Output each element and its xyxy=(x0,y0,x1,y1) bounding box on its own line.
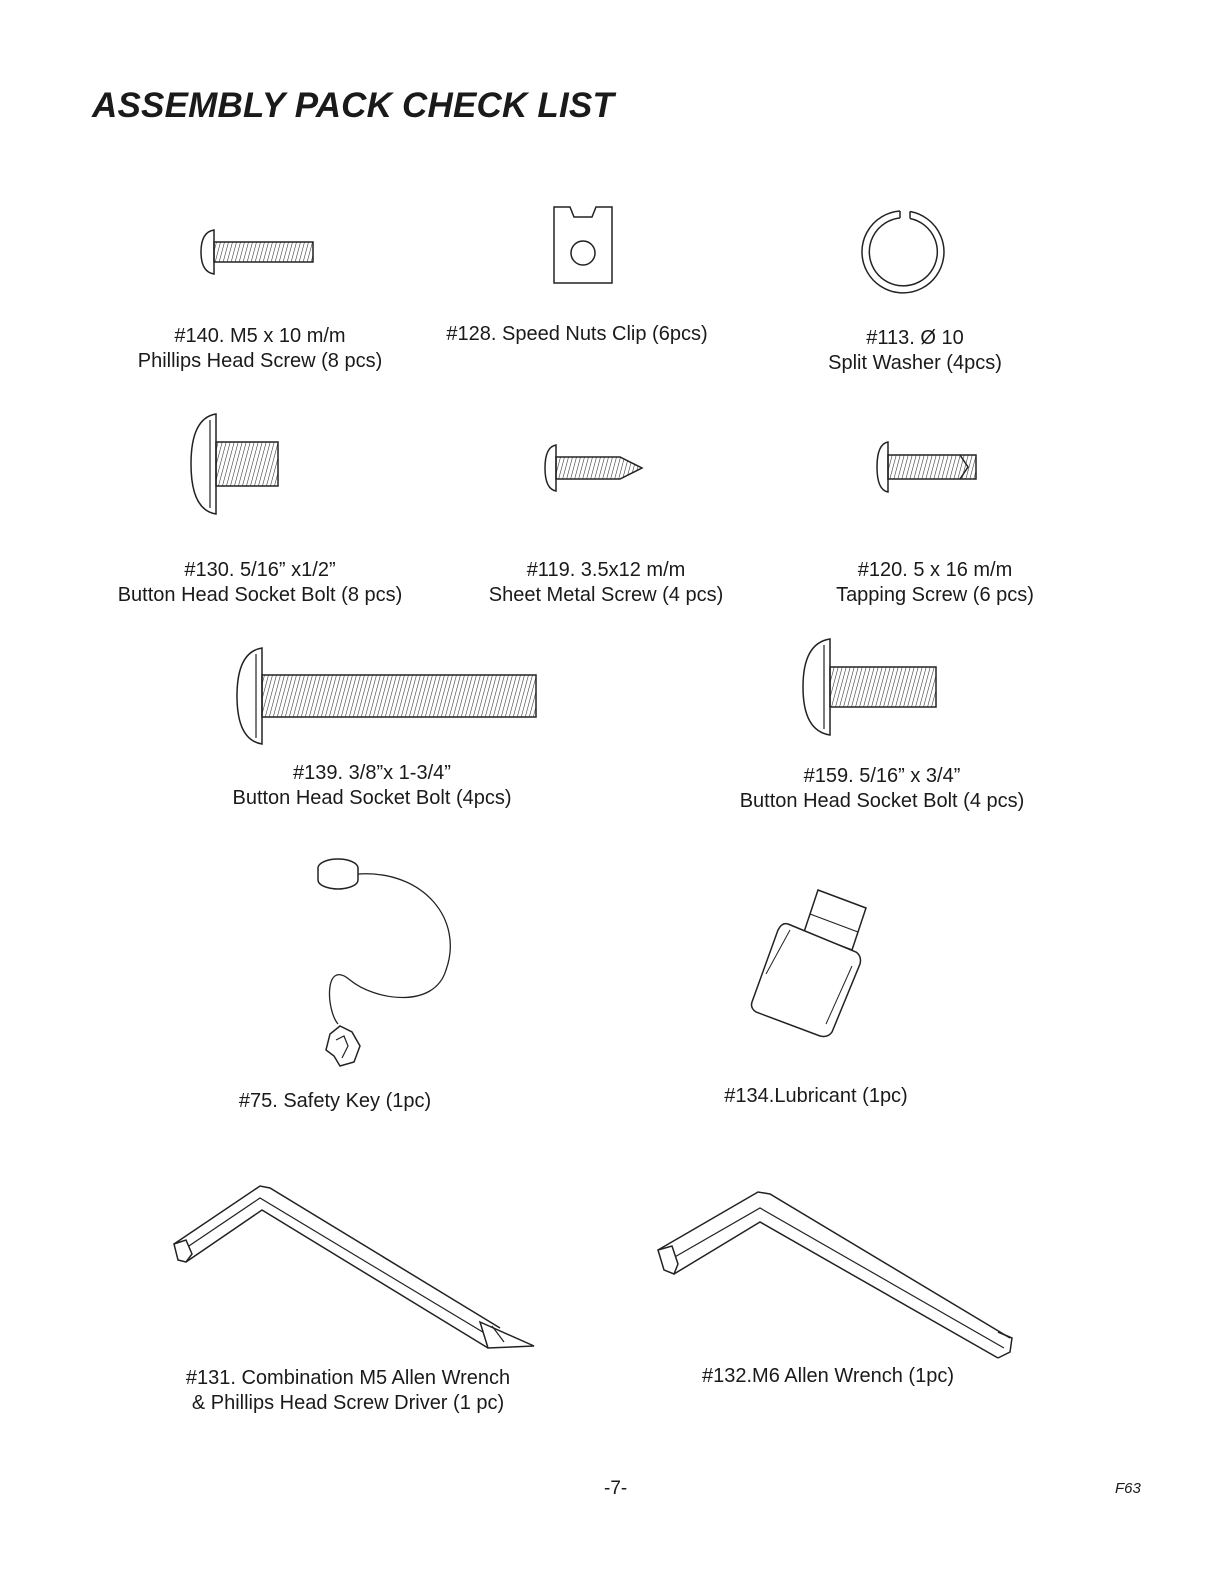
button-head-bolt-icon xyxy=(190,412,282,516)
part-label: #113. Ø 10 Split Washer (4pcs) xyxy=(828,327,1002,374)
part-label: #159. 5/16” x 3/4” Button Head Socket Bolt (4 pcs) xyxy=(739,765,1025,812)
part-label: #134.Lubricant (1pc) xyxy=(724,1085,908,1107)
combination-wrench-icon xyxy=(170,1182,538,1352)
medium-button-head-bolt-icon xyxy=(802,637,940,737)
part-label: #75. Safety Key (1pc) xyxy=(238,1090,432,1112)
page-title: ASSEMBLY PACK CHECK LIST xyxy=(92,86,615,125)
part-label: #139. 3/8”x 1-3/4” Button Head Socket Bolt (4pcs) xyxy=(232,762,512,809)
tapping-screw-icon xyxy=(876,440,980,494)
part-label: #128. Speed Nuts Clip (6pcs) xyxy=(446,323,708,345)
sheet-metal-screw-icon xyxy=(544,443,644,493)
part-label: #131. Combination M5 Allen Wrench & Phillips Head Screw Driver (1 pc) xyxy=(185,1367,511,1414)
model-code: F63 xyxy=(1115,1480,1141,1497)
long-button-head-bolt-icon xyxy=(236,646,540,746)
part-label: #132.M6 Allen Wrench (1pc) xyxy=(702,1365,954,1387)
part-label: #130. 5/16” x1/2” Button Head Socket Bolt (8 pcs) xyxy=(117,559,403,606)
allen-wrench-icon xyxy=(654,1188,1016,1362)
lubricant-bottle-icon xyxy=(748,884,872,1038)
split-washer-icon xyxy=(860,208,948,296)
part-label: #140. M5 x 10 m/m Phillips Head Screw (8 pcs) xyxy=(137,325,383,372)
part-label: #120. 5 x 16 m/m Tapping Screw (6 pcs) xyxy=(836,559,1034,606)
safety-key-icon xyxy=(314,850,464,1072)
page-number: -7- xyxy=(604,1478,628,1499)
phillips-head-screw-icon xyxy=(200,228,316,276)
part-label: #119. 3.5x12 m/m Sheet Metal Screw (4 pcs) xyxy=(488,559,724,606)
speed-nut-clip-icon xyxy=(552,205,614,285)
